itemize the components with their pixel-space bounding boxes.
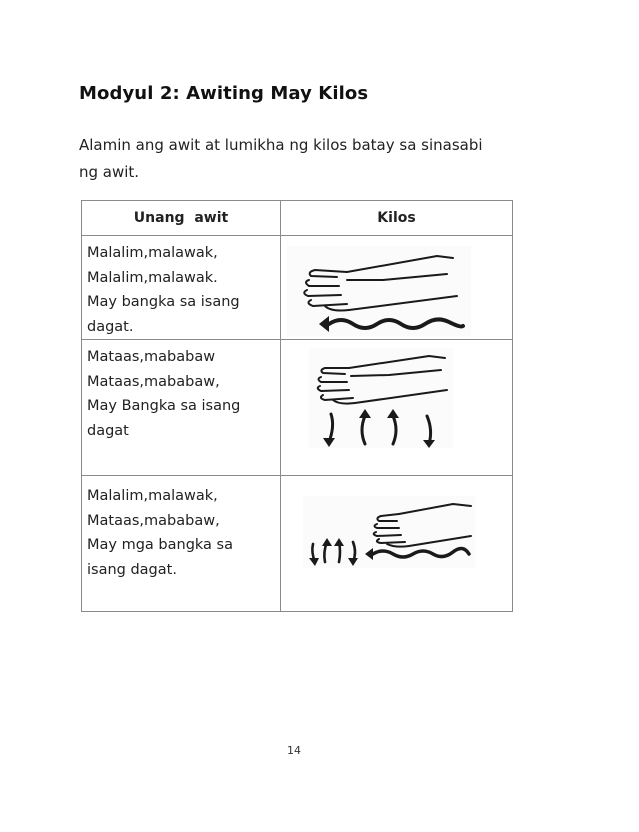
- lyric-line: Mataas,mababaw: [87, 349, 216, 365]
- header-unang-awit: Unang awit: [82, 201, 281, 236]
- lyric-line: May Bangka sa isang: [87, 398, 241, 414]
- intro-line: ng awit.: [79, 163, 140, 181]
- finger-2: [306, 280, 339, 286]
- song-lyrics: [82, 476, 280, 582]
- lyric-line: Malalim,malawak.: [87, 269, 218, 286]
- finger-1: [310, 270, 347, 277]
- page-number: 14: [287, 744, 301, 757]
- song-lyrics: [82, 340, 280, 443]
- lyric-line: Malalim,malawak,: [87, 488, 218, 504]
- arrowhead: [309, 558, 319, 566]
- lyric-line: Malalim,malawak,: [87, 245, 218, 261]
- arrow-down-right: [427, 416, 431, 444]
- table-row: [82, 236, 513, 340]
- finger-2: [319, 377, 348, 382]
- arrowhead: [348, 558, 358, 566]
- lyric-line: Mataas,mababaw,: [87, 512, 220, 529]
- hand-crease: [351, 370, 441, 376]
- kilos-cell: [281, 476, 513, 612]
- arrowhead: [359, 409, 371, 418]
- hand-over-waves-drawing: [287, 246, 471, 336]
- hand-over-waves-svg: [287, 246, 471, 336]
- arrowhead: [334, 538, 344, 546]
- lyrics-cell: [82, 340, 281, 476]
- finger-2: [375, 524, 400, 528]
- finger-4: [321, 395, 353, 400]
- arrowhead: [323, 438, 335, 447]
- finger-3: [374, 532, 401, 536]
- table-row: [82, 476, 513, 612]
- lyric-line: dagat: [87, 422, 129, 439]
- lyric-line: Mataas,mababaw,: [87, 373, 220, 390]
- lyrics-cell: [82, 236, 281, 340]
- hand-up-down-svg: [309, 348, 453, 448]
- lyric-line: May mga bangka sa: [87, 537, 233, 553]
- arrow-up-2: [393, 416, 396, 444]
- wave-line: [329, 319, 463, 328]
- lyrics-cell: [82, 476, 281, 612]
- finger-1: [321, 368, 349, 374]
- song-actions-table: [81, 200, 513, 612]
- hand-upper-edge: [347, 256, 453, 272]
- table-row: [82, 340, 513, 476]
- arrowhead: [322, 538, 332, 546]
- arrow-down-left: [329, 414, 333, 442]
- table-header-row: [82, 201, 513, 236]
- header-kilos: Kilos: [281, 201, 513, 236]
- hand-upper-edge: [349, 356, 445, 368]
- kilos-cell: [281, 236, 513, 340]
- hand-upper-edge: [399, 504, 471, 514]
- hand-crease: [347, 274, 447, 280]
- finger-4: [308, 300, 347, 306]
- lyric-line: dagat.: [87, 318, 134, 335]
- arrows-and-hand-over-wave-drawing: [303, 496, 475, 568]
- hand-with-up-down-arrows-drawing: [309, 348, 453, 448]
- lyric-line: May bangka sa isang: [87, 294, 240, 310]
- arrow-up-1: [362, 416, 365, 444]
- hand-lower-edge: [333, 390, 447, 404]
- page-title: Modyul 2: Awiting May Kilos: [79, 83, 369, 104]
- lyric-line: isang dagat.: [87, 561, 177, 578]
- finger-4: [377, 539, 405, 543]
- finger-3: [318, 386, 349, 391]
- kilos-cell: [281, 340, 513, 476]
- song-lyrics: [82, 236, 280, 339]
- arrowhead: [423, 440, 435, 448]
- arrows-hand-wave-svg: [303, 496, 475, 568]
- intro-paragraph: [79, 132, 549, 186]
- wave-line: [373, 548, 469, 557]
- arrowhead: [387, 409, 399, 418]
- intro-line: Alamin ang awit at lumikha ng kilos batay sa sinasabi: [79, 136, 483, 154]
- finger-1: [377, 514, 399, 521]
- finger-3: [304, 290, 341, 296]
